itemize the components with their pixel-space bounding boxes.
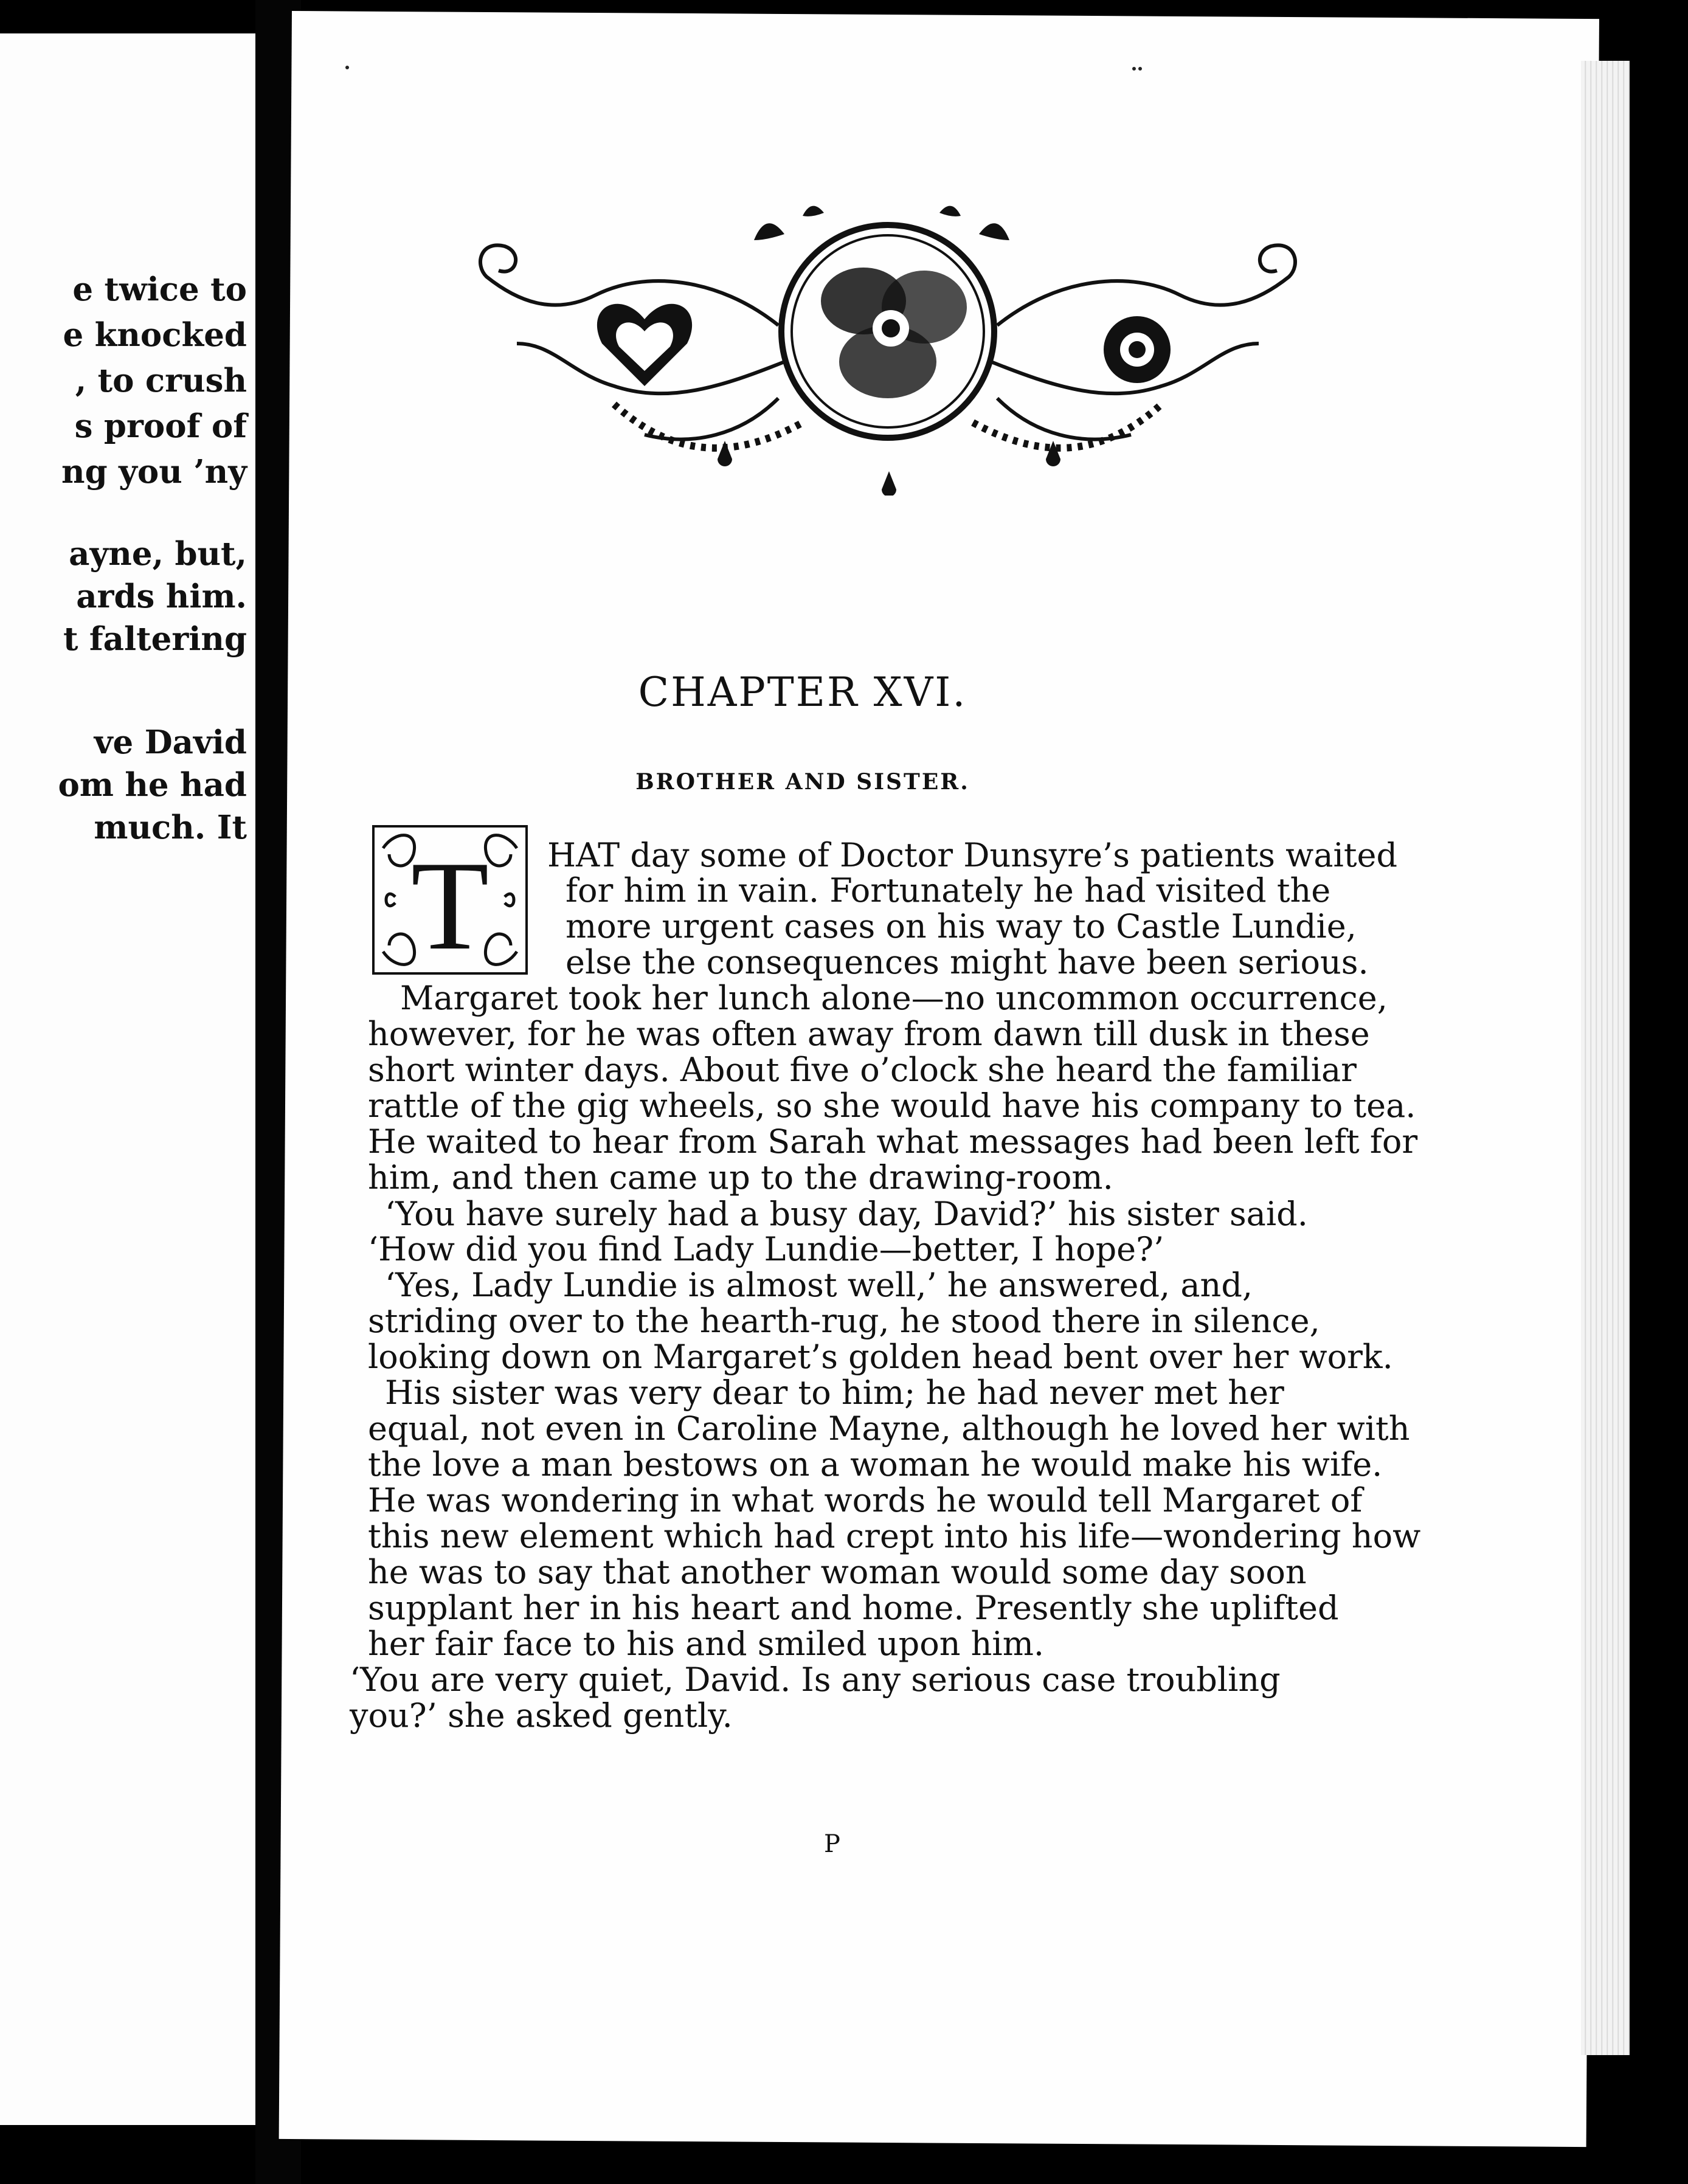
text-line: ‘You are very quiet, David. Is any serious case troubling [350, 1660, 1281, 1699]
left-page-line: s proof of [74, 407, 247, 445]
chapter-subtitle: BROTHER AND SISTER. [635, 769, 970, 795]
left-page-line: e twice to [72, 271, 247, 308]
text-line: you?’ she asked gently. [350, 1696, 733, 1735]
left-page-line: ayne, but, [69, 535, 247, 573]
drop-cap-letter: T [410, 835, 489, 976]
scan-speck [345, 66, 349, 69]
text-line: him, and then came up to the drawing-room. [368, 1158, 1113, 1197]
text-line: this new element which had crept into his life—wondering how [368, 1517, 1421, 1555]
text-line: ‘Yes, Lady Lundie is almost well,’ he answered, and, [385, 1266, 1253, 1304]
text-line: short winter days. About five o’clock she heard the familiar [368, 1051, 1357, 1089]
scan-speck [1132, 67, 1136, 71]
text-line: looking down on Margaret’s golden head bent over her work. [368, 1338, 1393, 1376]
left-page-line: ards him. [76, 578, 247, 615]
page-edges [1581, 61, 1630, 2055]
text-line: His sister was very dear to him; he had never met her [385, 1374, 1284, 1412]
text-line: ‘How did you find Lady Lundie—better, I hope?’ [368, 1230, 1164, 1268]
text-line: striding over to the hearth-rug, he stood there in silence, [368, 1302, 1320, 1340]
text-line: He waited to hear from Sarah what messages had been left for [368, 1122, 1418, 1161]
text-line: he was to say that another woman would some day soon [368, 1553, 1307, 1591]
drop-cap-ornament [371, 824, 529, 976]
text-line: ‘You have surely had a busy day, David?’ his sister said. [385, 1195, 1308, 1233]
text-line: supplant her in his heart and home. Presently she uplifted [368, 1589, 1339, 1627]
left-page-line: e knocked [63, 316, 247, 354]
headpiece-ornament-icon [462, 204, 1313, 496]
left-page-line: ng you ’ny [61, 453, 247, 491]
text-line: rattle of the gig wheels, so she would have his company to tea. [368, 1087, 1416, 1125]
text-line: the love a man bestows on a woman he would make his wife. [368, 1445, 1383, 1484]
text-line: her fair face to his and smiled upon him. [368, 1625, 1045, 1663]
left-page-line: much. It [94, 809, 247, 846]
left-page-line: ve David [94, 724, 247, 761]
text-line: more urgent cases on his way to Castle Lundie, [566, 907, 1357, 945]
chapter-title: CHAPTER XVI. [638, 669, 967, 716]
text-line: else the consequences might have been serious. [566, 943, 1369, 981]
left-page-line: t faltering [63, 620, 247, 658]
text-line: He was wondering in what words he would tell Margaret of [368, 1481, 1363, 1519]
left-facing-page [0, 33, 255, 2125]
text-line: however, for he was often away from dawn till dusk in these [368, 1015, 1370, 1053]
text-line: equal, not even in Caroline Mayne, although he loved her with [368, 1409, 1410, 1448]
text-line: for him in vain. Fortunately he had visited the [566, 871, 1331, 910]
left-page-line: , to crush [75, 362, 247, 399]
page-signature: P [824, 1830, 840, 1858]
text-line: HAT day some of Doctor Dunsyre’s patients waited [547, 836, 1398, 874]
text-line: Margaret took her lunch alone—no uncommon occurrence, [400, 979, 1388, 1017]
scan-speck [1138, 67, 1142, 71]
left-page-line: om he had [58, 766, 247, 804]
